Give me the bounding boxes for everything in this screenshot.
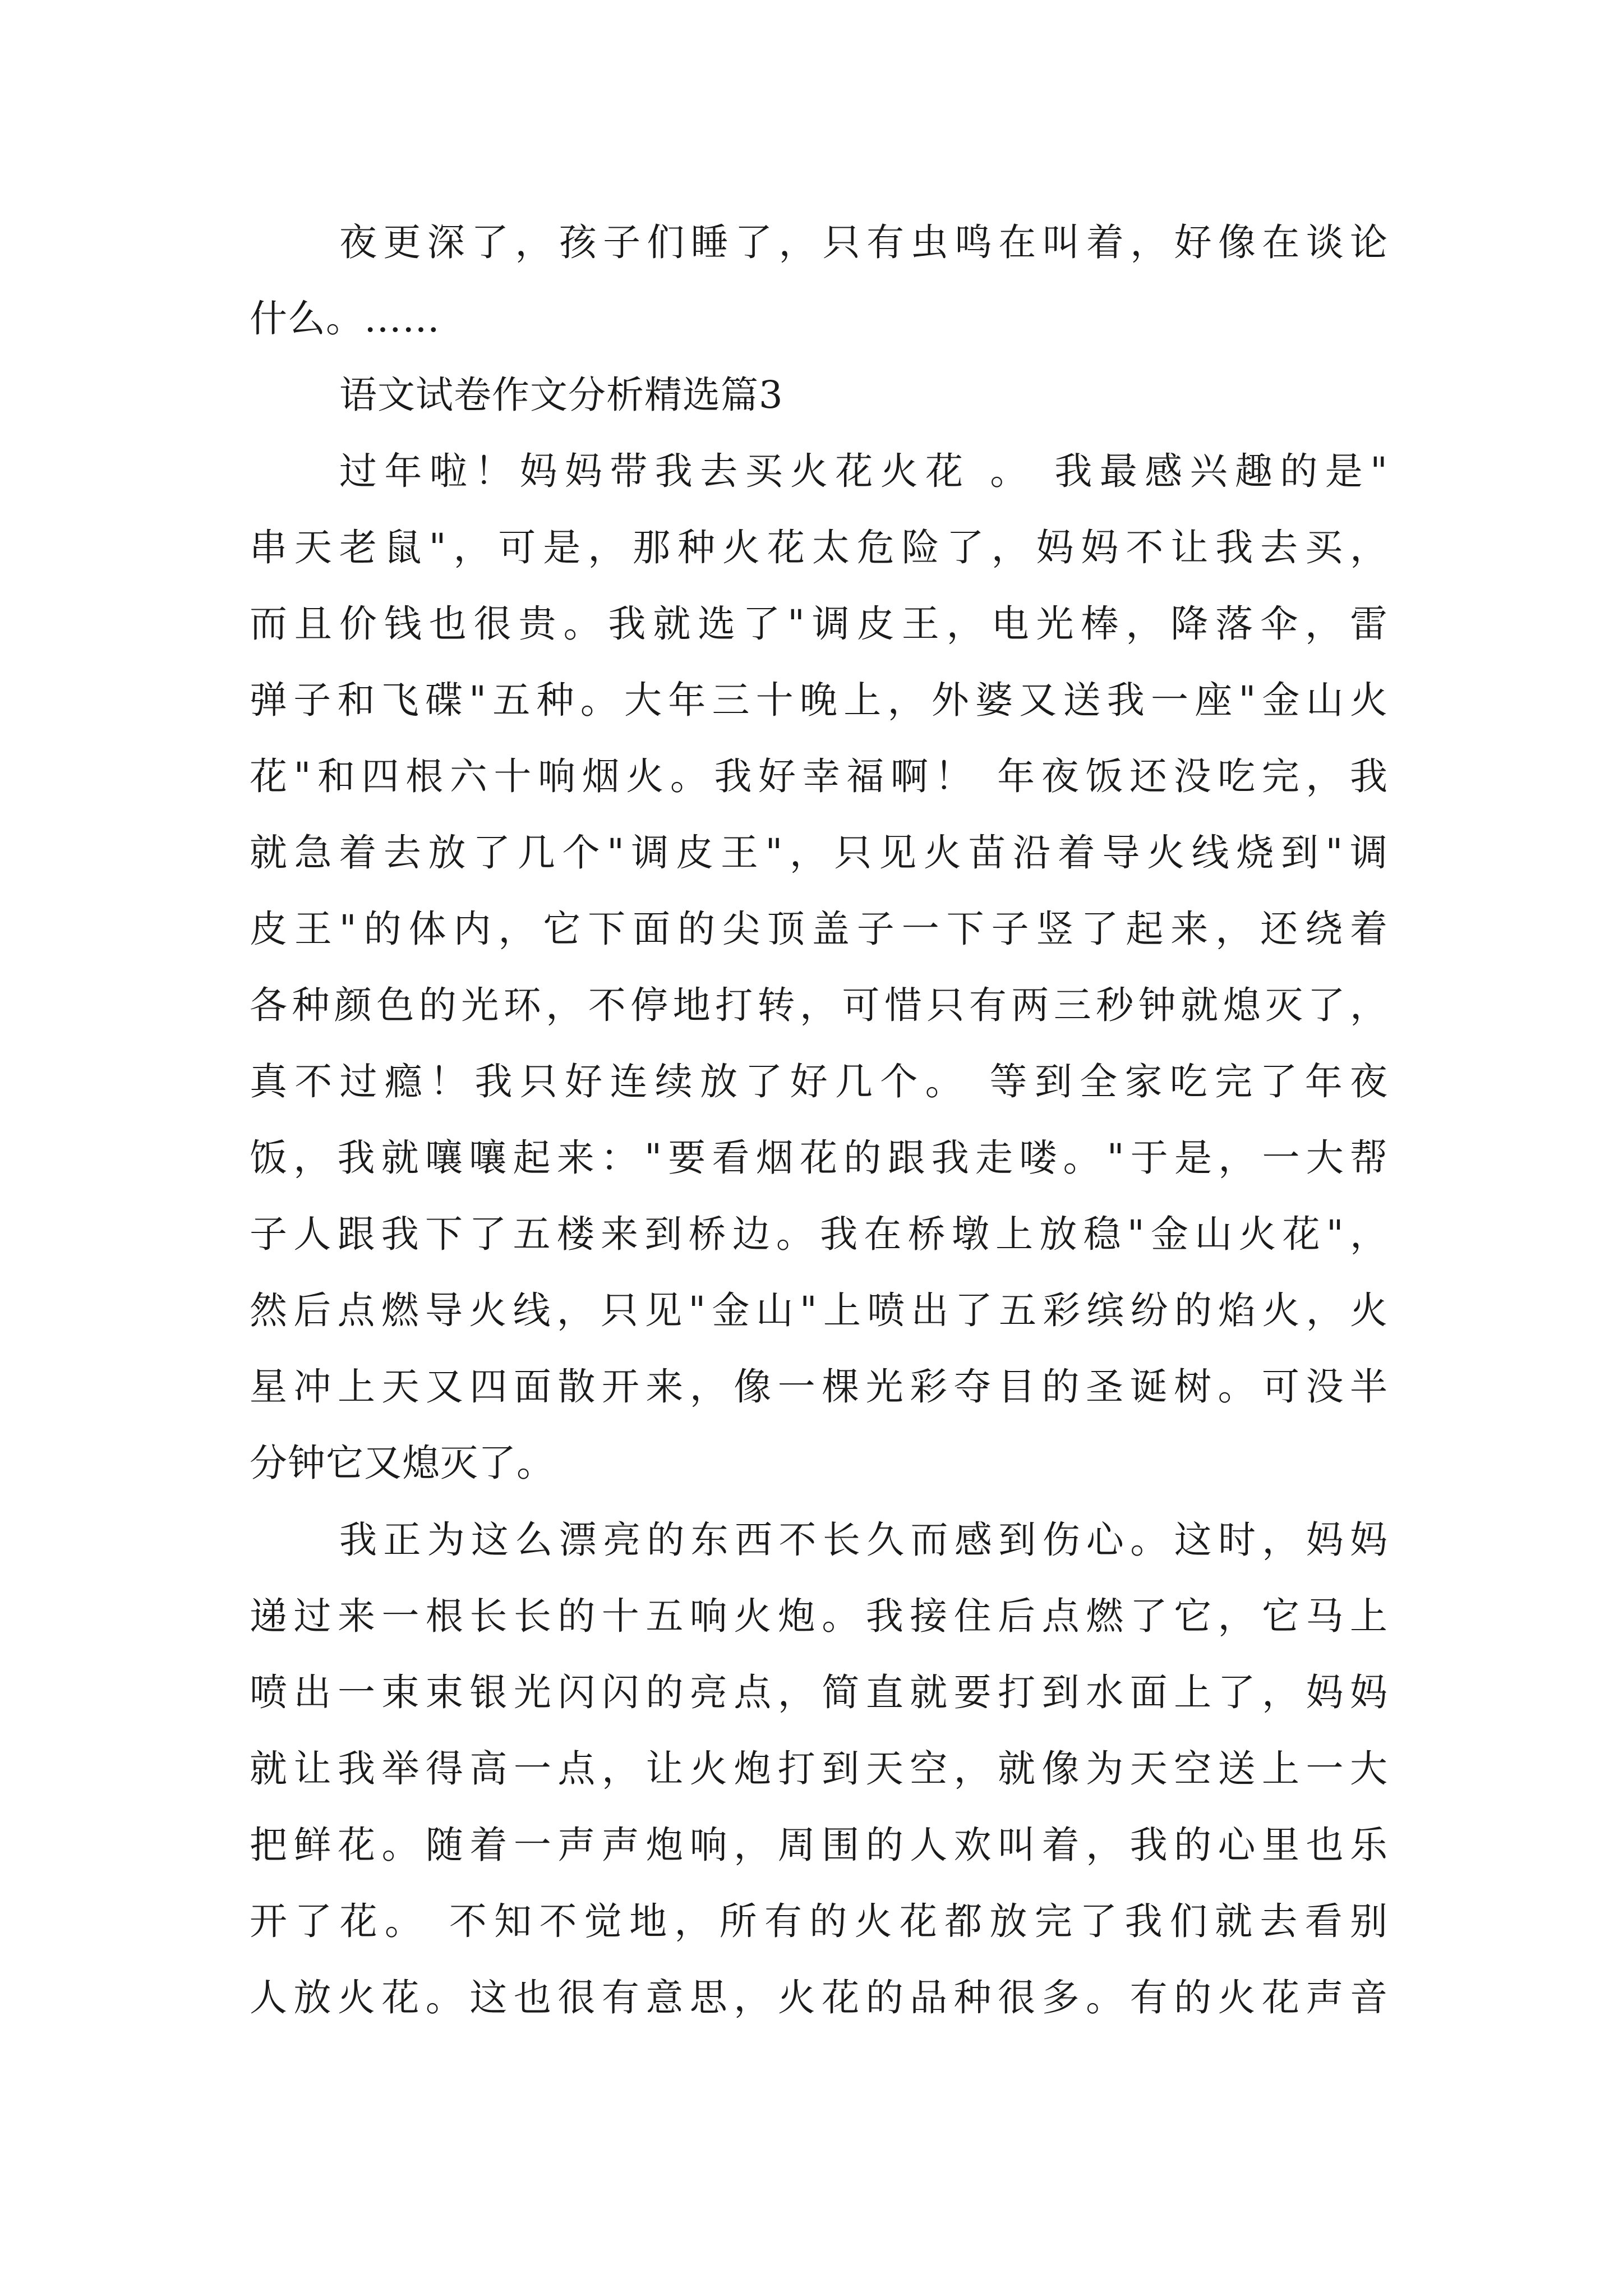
paragraph-line: 人放火花。这也很有意思，火花的品种很多。有的火花声音	[250, 1976, 1388, 2019]
paragraph-line: 真不过瘾！我只好连续放了好几个。 等到全家吃完了年夜	[250, 1060, 1388, 1103]
paragraph-line: 串天老鼠"，可是，那种火花太危险了，妈妈不让我去买，	[250, 526, 1388, 569]
paragraph-line: 就让我举得高一点，让火炮打到天空，就像为天空送上一大	[250, 1747, 1388, 1791]
paragraph-line: 就急着去放了几个"调皮王"，只见火苗沿着导火线烧到"调	[250, 831, 1388, 875]
paragraph-line: 把鲜花。随着一声声炮响，周围的人欢叫着，我的心里也乐	[250, 1823, 1388, 1867]
paragraph-line: 分钟它又熄灭了。	[250, 1441, 555, 1485]
paragraph-line: 各种颜色的光环，不停地打转，可惜只有两三秒钟就熄灭了，	[250, 983, 1388, 1027]
paragraph-line: 喷出一束束银光闪闪的亮点，简直就要打到水面上了，妈妈	[250, 1671, 1388, 1714]
section-heading: 语文试卷作文分析精选篇3	[339, 373, 783, 417]
paragraph-line: 皮王"的体内，它下面的尖顶盖子一下子竖了起来，还绕着	[250, 907, 1388, 951]
paragraph-line: 而且价钱也很贵。我就选了"调皮王，电光棒，降落伞，雷	[250, 602, 1388, 646]
paragraph-line: 子人跟我下了五楼来到桥边。我在桥墩上放稳"金山火花"，	[250, 1212, 1388, 1256]
paragraph-line: 弹子和飞碟"五种。大年三十晚上，外婆又送我一座"金山火	[250, 678, 1388, 722]
paragraph-line: 星冲上天又四面散开来，像一棵光彩夺目的圣诞树。可没半	[250, 1365, 1388, 1409]
paragraph-line: 然后点燃导火线，只见"金山"上喷出了五彩缤纷的焰火，火	[250, 1289, 1388, 1332]
paragraph-line: 花"和四根六十响烟火。我好幸福啊！ 年夜饭还没吃完，我	[250, 754, 1388, 798]
paragraph-line: 饭，我就嚷嚷起来："要看烟花的跟我走喽。"于是，一大帮	[250, 1136, 1388, 1180]
paragraph-line: 开了花。 不知不觉地，所有的火花都放完了我们就去看别	[250, 1899, 1388, 1943]
paragraph-line: 什么。……	[250, 297, 440, 341]
paragraph-line: 夜更深了，孩子们睡了，只有虫鸣在叫着，好像在谈论	[339, 220, 1388, 264]
paragraph-line: 过年啦！妈妈带我去买火花火花 。 我最感兴趣的是"	[339, 449, 1388, 493]
paragraph-line: 递过来一根长长的十五响火炮。我接住后点燃了它，它马上	[250, 1594, 1388, 1638]
paragraph-line: 我正为这么漂亮的东西不长久而感到伤心。这时，妈妈	[339, 1518, 1388, 1562]
